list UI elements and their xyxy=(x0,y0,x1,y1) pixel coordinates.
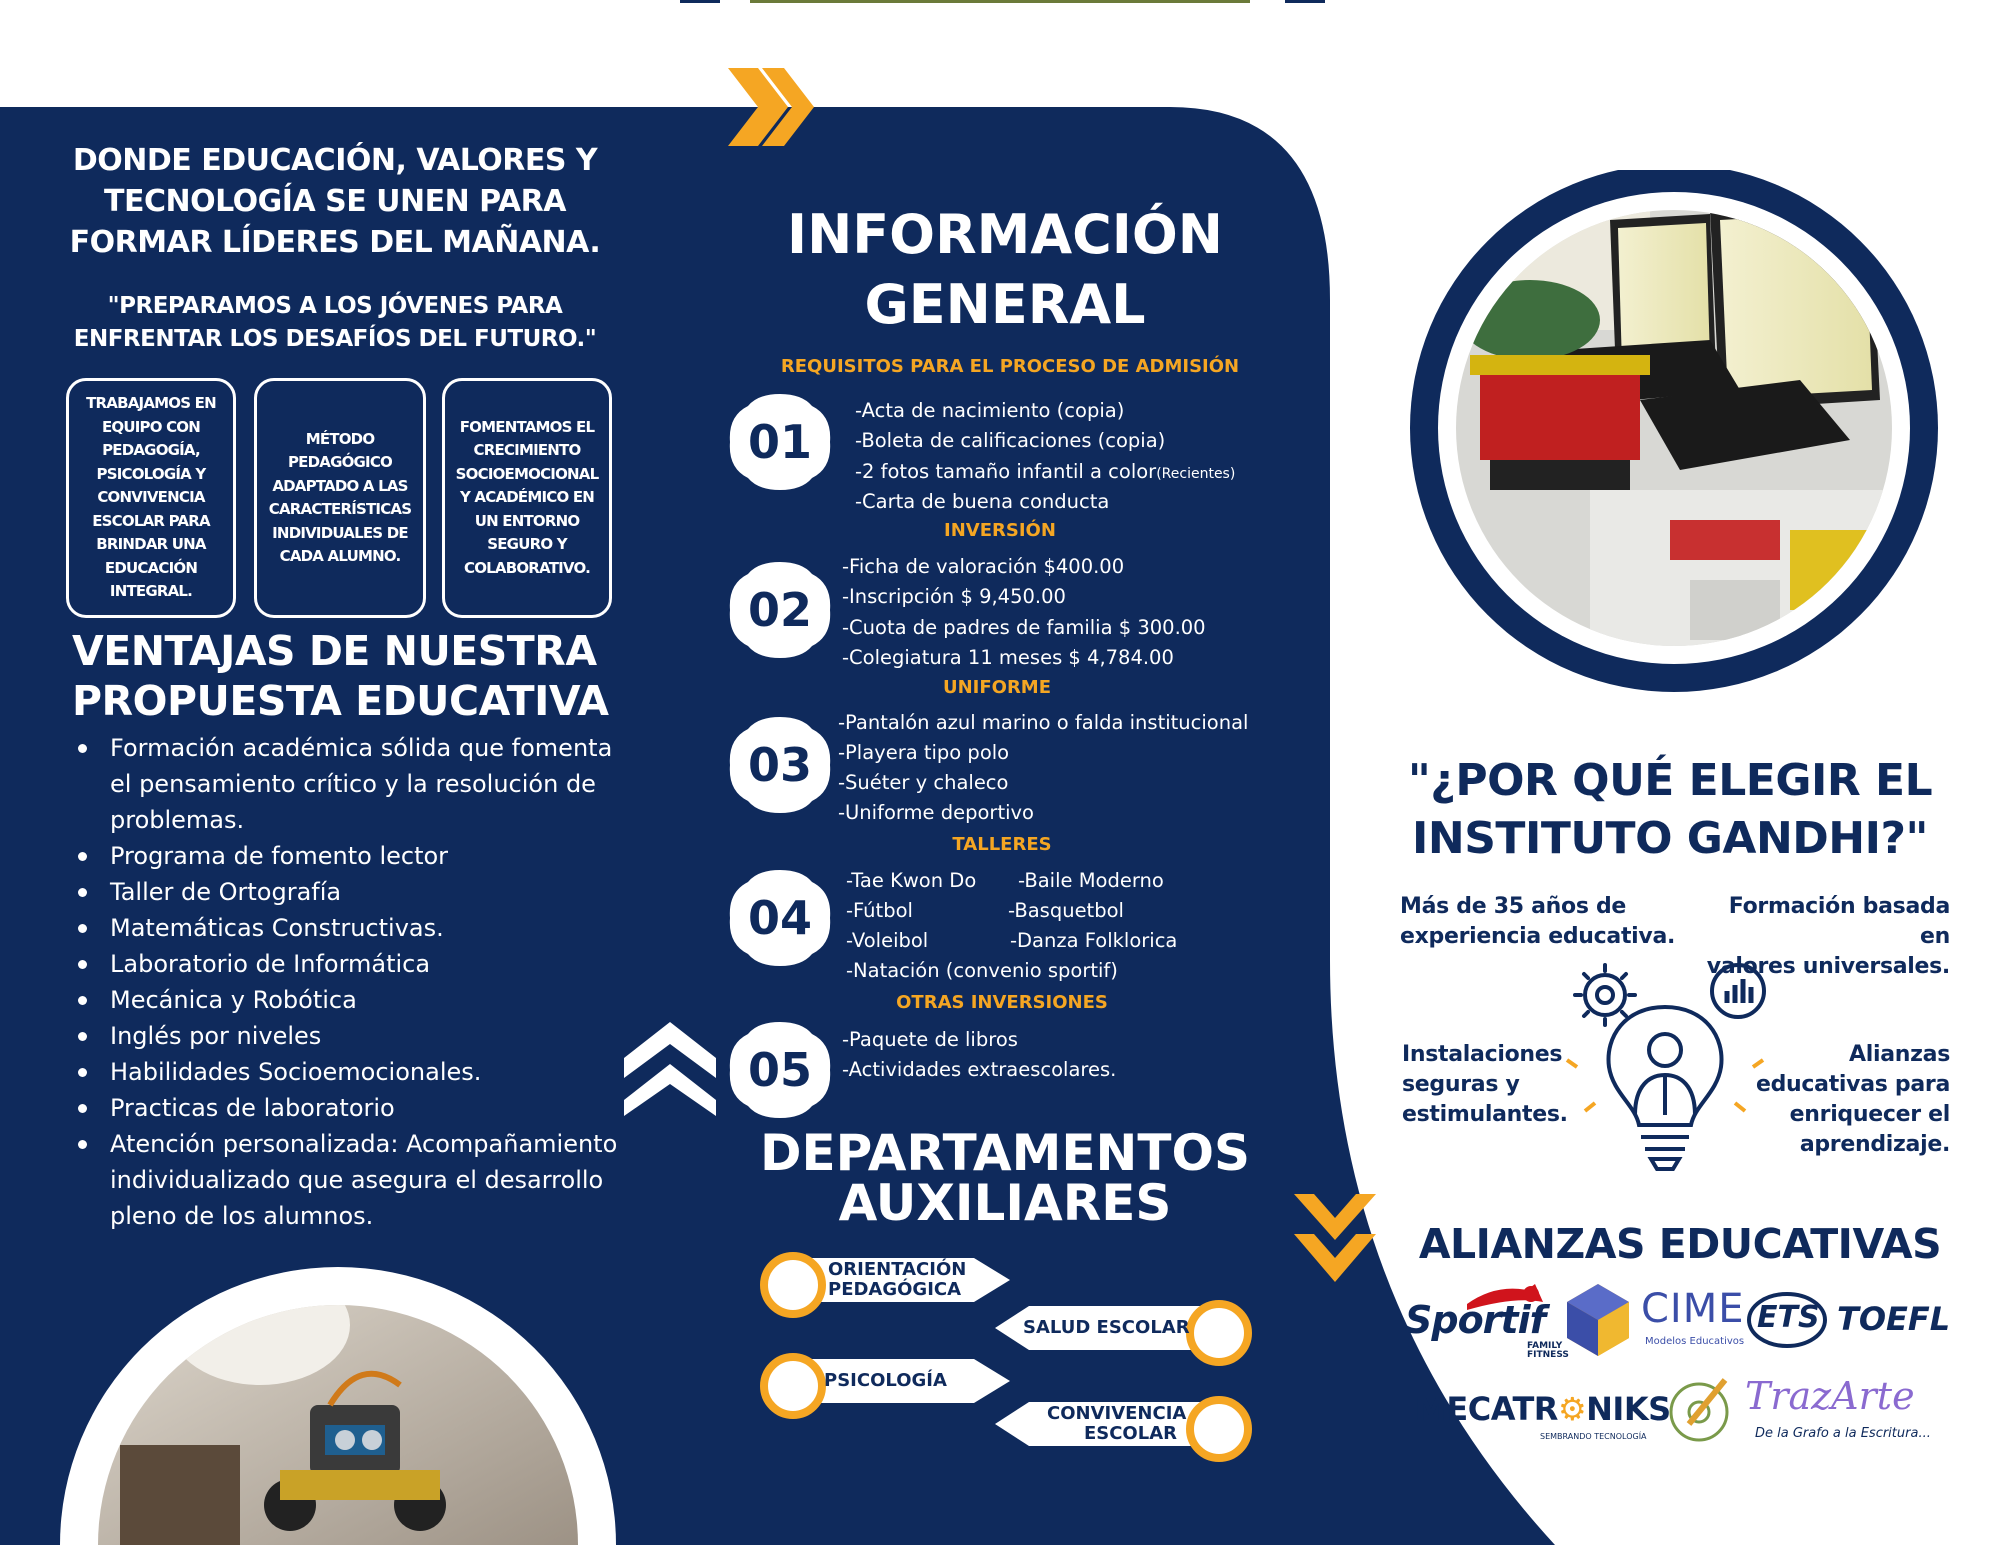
card-method-text: MÉTODO PEDAGÓGICO ADAPTADO A LAS CARACTERÍSTICAS INDIVIDUALES DE CADA ALUMNO. xyxy=(268,429,412,565)
list-item: Mecánica y Robótica xyxy=(72,982,632,1018)
trazarte-text: TrazArte xyxy=(1745,1374,1915,1418)
tagline: DONDE EDUCACIÓN, VALORES Y TECNOLOGÍA SE UNEN PARA FORMAR LÍDERES DEL MAÑANA. xyxy=(69,143,601,260)
otras-item: -Actividades extraescolares. xyxy=(842,1058,1117,1081)
mecatroniks-logo xyxy=(1415,1390,1671,1450)
number-badge-03: 03 xyxy=(726,715,834,815)
list-item: Laboratorio de Informática xyxy=(72,946,632,982)
list-item: Habilidades Socioemocionales. xyxy=(72,1054,632,1090)
trazarte-logo xyxy=(1665,1368,1955,1458)
dept-convivencia-label: CONVIVENCIA ESCOLAR xyxy=(1047,1403,1187,1444)
robotics-photo xyxy=(60,1245,620,1545)
cime-logo xyxy=(1565,1280,1745,1360)
card-teamwork xyxy=(66,378,236,618)
advantages-title-line1: VENTAJAS DE NUESTRA xyxy=(72,627,597,675)
taller-item: -Baile Moderno xyxy=(1018,869,1164,892)
cime-subtitle: Modelos Educativos xyxy=(1645,1336,1745,1347)
ets-toefl-logo xyxy=(1745,1290,1955,1350)
number-badge-05: 05 xyxy=(726,1020,834,1120)
taller-item: -Fútbol xyxy=(846,899,913,922)
departments-title xyxy=(760,1124,1250,1232)
card-teamwork-text: TRABAJAMOS EN EQUIPO CON PEDAGOGÍA, PSICOLOGÍA Y CONVIVENCIA ESCOLAR PARA BRINDAR UNA EDUCACIÓN INTEGRAL. xyxy=(86,394,216,601)
taller-item: -Voleibol xyxy=(846,929,929,952)
uniforme-item: -Pantalón azul marino o falda institucional xyxy=(838,711,1249,734)
dept-salud xyxy=(995,1302,1250,1354)
number-badge-04: 04 xyxy=(726,868,834,968)
ets-text: ETS xyxy=(1757,1300,1820,1335)
taller-item: -Natación (convenio sportif) xyxy=(846,959,1118,982)
mecatroniks-subtitle: SEMBRANDO TECNOLOGÍA xyxy=(1540,1432,1647,1441)
requisito-item-photos: -2 fotos tamaño infantil a color(Recientes) xyxy=(855,460,1236,483)
taller-item: -Danza Folklorica xyxy=(1010,929,1178,952)
taller-item: -Tae Kwon Do xyxy=(846,869,977,892)
departments-title-line1: DEPARTAMENTOS xyxy=(760,1124,1250,1182)
requisito-item: -Carta de buena conducta xyxy=(855,490,1110,513)
otras-item: -Paquete de libros xyxy=(842,1028,1018,1051)
advantages-title xyxy=(72,626,609,726)
sportif-subtitle: FAMILY FITNESS xyxy=(1527,1341,1569,1360)
advantages-list xyxy=(72,730,632,1234)
taller-item: -Basquetbol xyxy=(1008,899,1124,922)
gear-o-icon: ⚙ xyxy=(1557,1390,1587,1428)
feature-alliances: Alianzas educativas para enriquecer el aprendizaje. xyxy=(1755,1042,1950,1157)
uniforme-label: UNIFORME xyxy=(942,677,1052,698)
dept-orientacion xyxy=(760,1254,1010,1306)
inversion-item: -Ficha de valoración $400.00 xyxy=(842,555,1125,578)
feature-values: Formación basada en valores universales. xyxy=(1706,894,1950,979)
double-chevron-right-icon xyxy=(722,62,822,152)
inversion-label: INVERSIÓN xyxy=(944,520,1056,541)
dept-salud-label: SALUD ESCOLAR xyxy=(1023,1317,1190,1338)
otras-label: OTRAS INVERSIONES xyxy=(896,992,1108,1013)
dept-psicologia xyxy=(760,1355,1010,1407)
card-growth xyxy=(442,378,612,618)
info-title-line1: INFORMACIÓN xyxy=(786,203,1223,266)
requisitos-label: REQUISITOS PARA EL PROCESO DE ADMISIÓN xyxy=(780,356,1240,377)
computer-lab-photo xyxy=(1410,170,1950,710)
lightbulb-person-icon xyxy=(1555,955,1785,1175)
inversion-item: -Cuota de padres de familia $ 300.00 xyxy=(842,616,1206,639)
requisito-item: -Acta de nacimiento (copia) xyxy=(855,399,1125,422)
toefl-text: TOEFL xyxy=(1837,1300,1951,1338)
cime-text: CIME xyxy=(1641,1286,1745,1332)
inversion-item: -Inscripción $ 9,450.00 xyxy=(842,585,1066,608)
double-chevron-down-icon xyxy=(1290,1190,1380,1290)
double-chevron-up-icon xyxy=(624,1012,716,1116)
list-item: Taller de Ortografía xyxy=(72,874,632,910)
trazarte-subtitle: De la Grafo a la Escritura... xyxy=(1755,1426,1931,1441)
feature-experience: Más de 35 años de experiencia educativa. xyxy=(1400,894,1676,949)
card-method xyxy=(254,378,426,618)
alliances-title: ALIANZAS EDUCATIVAS xyxy=(1418,1220,1942,1268)
requisito-note: (Recientes) xyxy=(1156,466,1236,482)
list-item: Atención personalizada: Acompañamiento individualizado que asegura el desarrollo pleno de los alumnos. xyxy=(72,1126,632,1234)
info-title xyxy=(760,200,1250,340)
feature-facilities: Instalaciones seguras y estimulantes. xyxy=(1402,1042,1568,1127)
list-item: Programa de fomento lector xyxy=(72,838,632,874)
list-item: Practicas de laboratorio xyxy=(72,1090,632,1126)
info-title-line2: GENERAL xyxy=(864,273,1146,336)
sportif-logo xyxy=(1405,1282,1569,1360)
talleres-label: TALLERES xyxy=(952,834,1052,855)
uniforme-item: -Uniforme deportivo xyxy=(838,801,1034,824)
inversion-item: -Colegiatura 11 meses $ 4,784.00 xyxy=(842,646,1174,669)
dept-psicologia-label: PSICOLOGÍA xyxy=(824,1370,947,1391)
dept-convivencia xyxy=(995,1398,1250,1450)
sportif-text: Sportif xyxy=(1405,1298,1546,1342)
mission-quote: "PREPARAMOS A LOS JÓVENES PARA ENFRENTAR LOS DESAFÍOS DEL FUTURO." xyxy=(73,293,597,352)
number-badge-02: 02 xyxy=(726,560,834,660)
number-badge-01: 01 xyxy=(726,392,834,492)
requisito-item: -Boleta de calificaciones (copia) xyxy=(855,429,1166,452)
uniforme-item: -Suéter y chaleco xyxy=(838,771,1009,794)
dept-orientacion-label: ORIENTACIÓN PEDAGÓGICA xyxy=(828,1259,967,1300)
why-title-line2: INSTITUTO GANDHI?" xyxy=(1412,813,1928,864)
why-title xyxy=(1390,752,1950,868)
mecatroniks-text: MECATR⚙NIKS xyxy=(1415,1390,1671,1428)
departments-title-line2: AUXILIARES xyxy=(838,1174,1172,1232)
why-title-line1: "¿POR QUÉ ELEGIR EL xyxy=(1407,755,1933,806)
list-item: Inglés por niveles xyxy=(72,1018,632,1054)
list-item: Formación académica sólida que fomenta el pensamiento crítico y la resolución de problemas. xyxy=(72,730,632,838)
advantages-title-line2: PROPUESTA EDUCATIVA xyxy=(72,677,609,725)
list-item: Matemáticas Constructivas. xyxy=(72,910,632,946)
uniforme-item: -Playera tipo polo xyxy=(838,741,1010,764)
card-growth-text: FOMENTAMOS EL CRECIMIENTO SOCIOEMOCIONAL Y ACADÉMICO EN UN ENTORNO SEGURO Y COLABORATIVO. xyxy=(455,417,599,577)
